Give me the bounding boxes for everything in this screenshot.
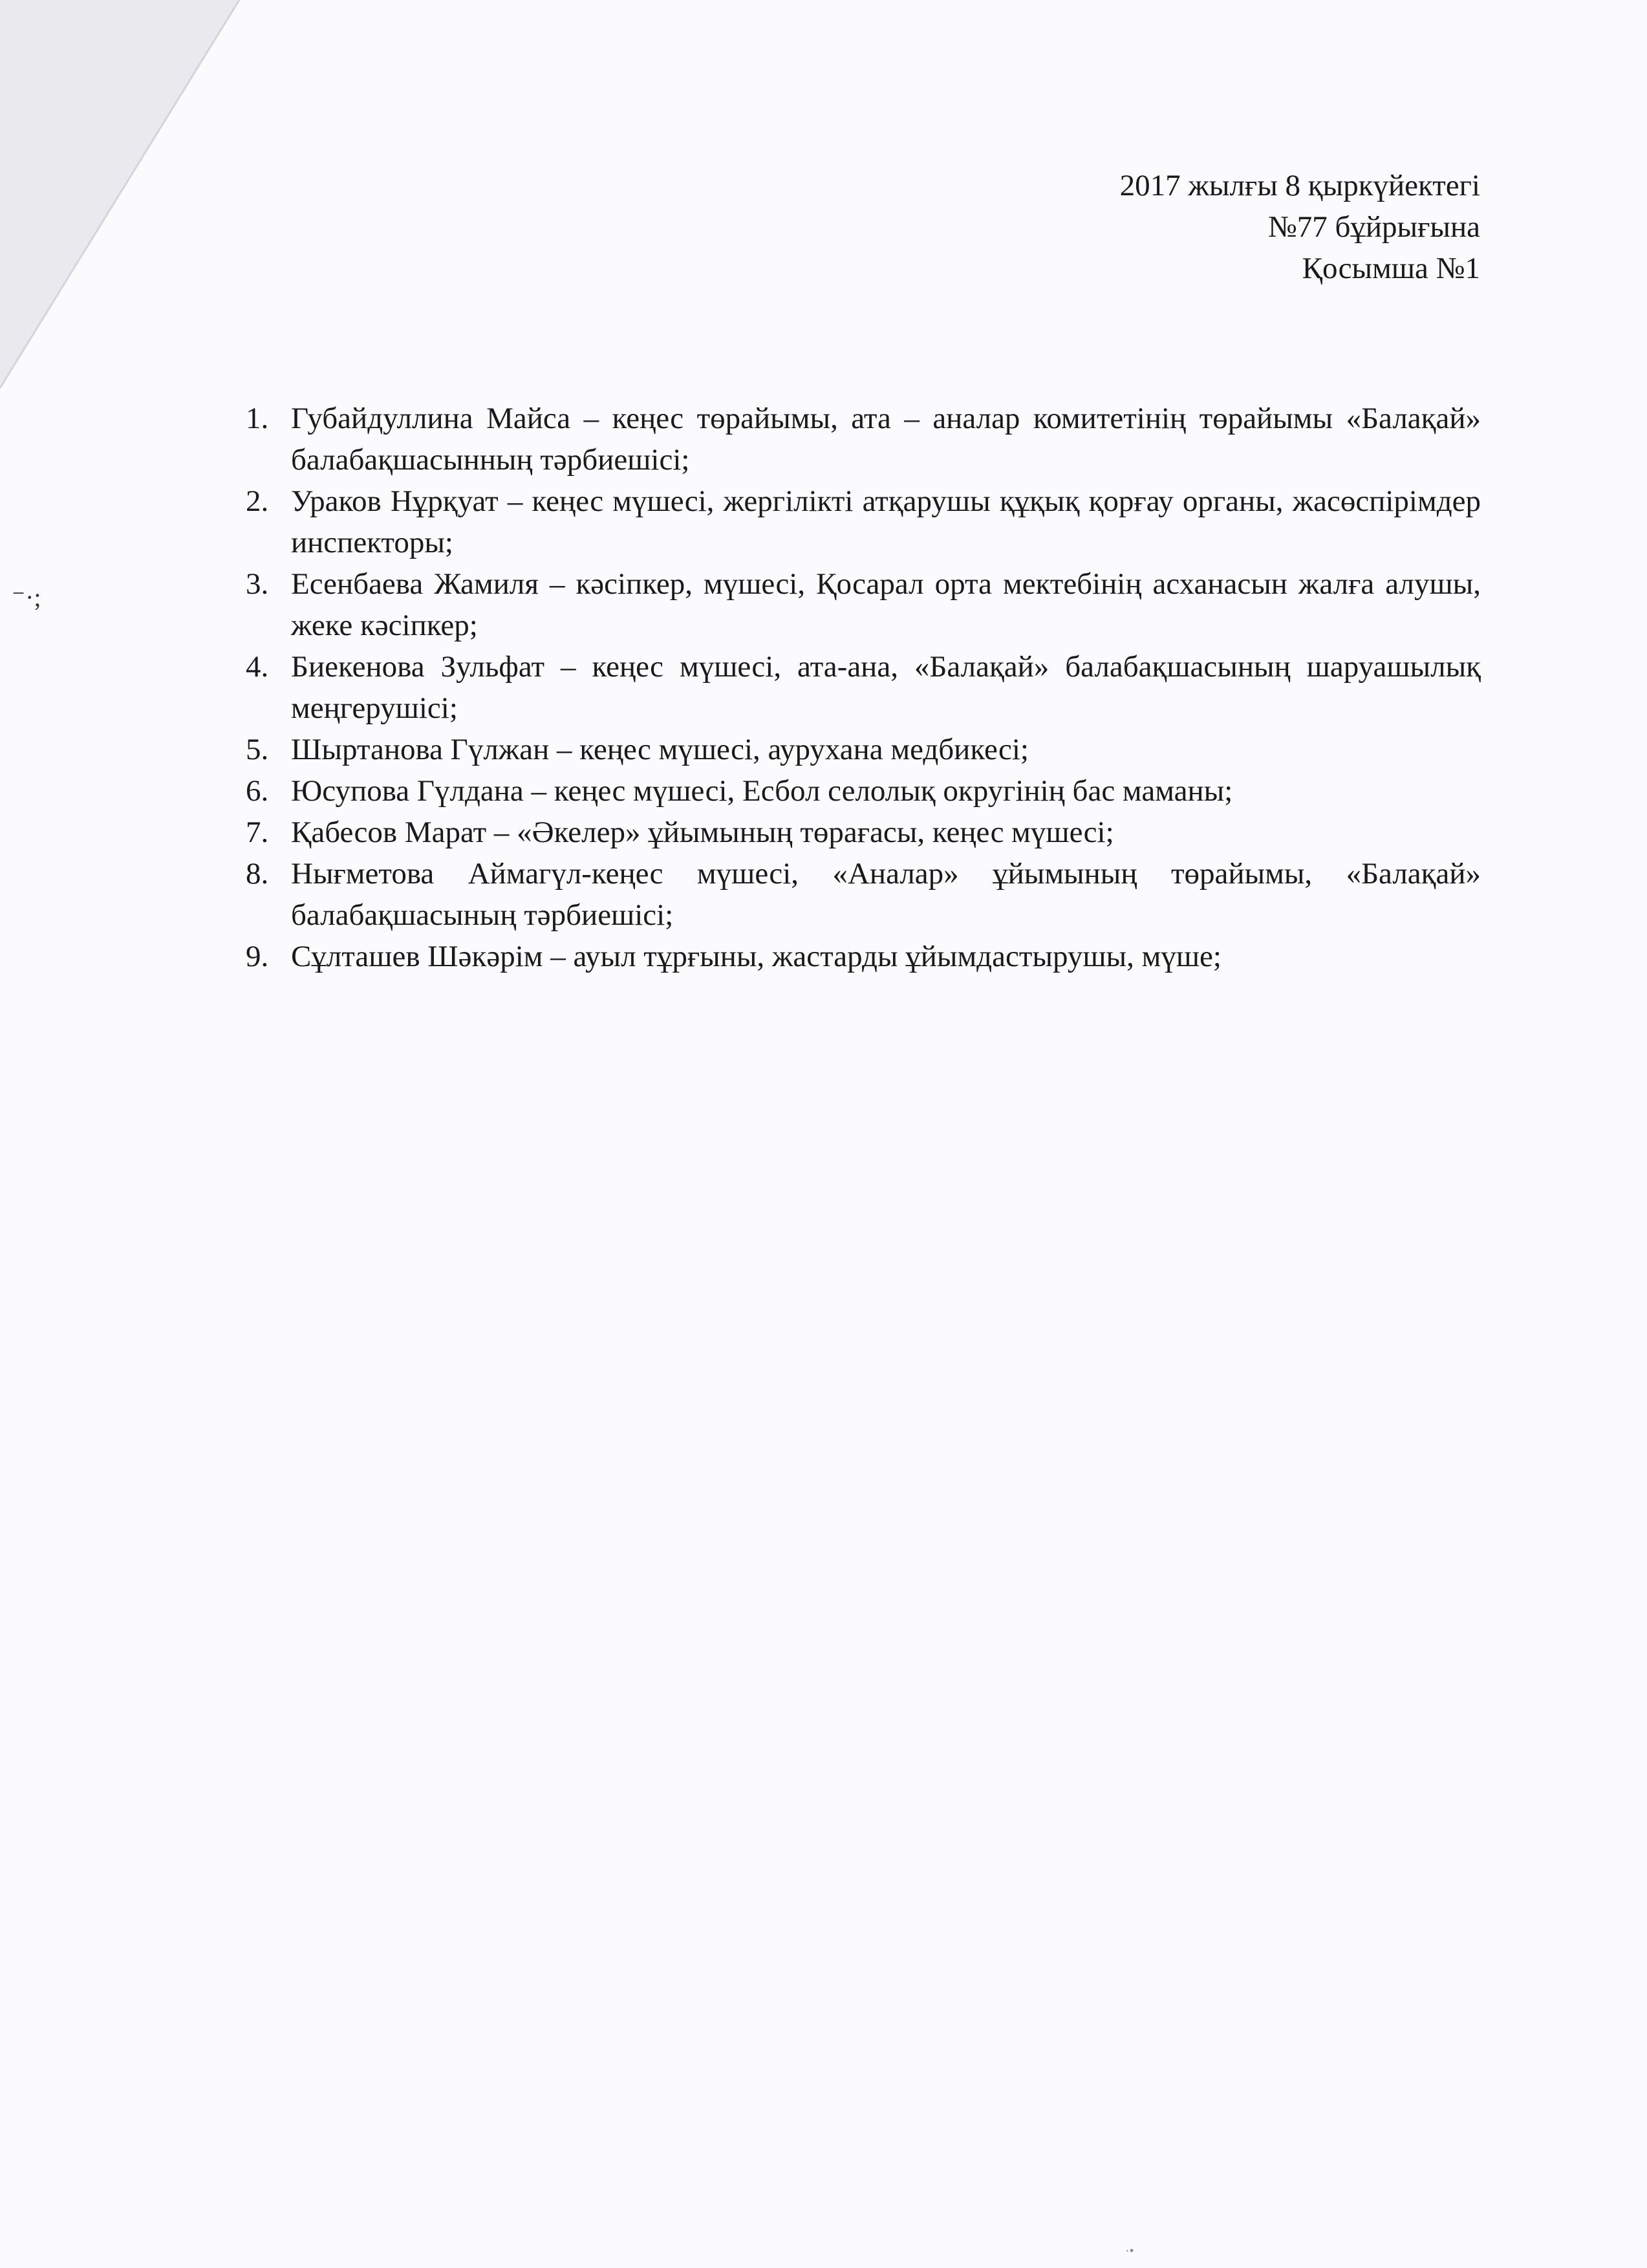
list-item-text: Биекенова Зульфат – кеңес мүшесі, ата-ана, «Балақай» балабақшасының шаруашылық меңгерушісі; — [291, 650, 1481, 725]
list-item-text: Есенбаева Жамиля – кәсіпкер, мүшесі, Қосарал орта мектебінің асханасын жалға алушы, жеке кәсіпкер; — [291, 567, 1481, 642]
list-item — [246, 729, 1481, 770]
list-item-text: Юсупова Гүлдана – кеңес мүшесі, Есбол селолық округінің бас маманы; — [291, 774, 1233, 808]
list-item — [246, 770, 1481, 812]
list-item-number: 6. — [246, 774, 269, 808]
list-item-number: 2. — [246, 484, 269, 518]
order-number-line: №77 бұйрығына — [1267, 210, 1480, 244]
appendix-header — [1120, 165, 1480, 289]
list-item — [246, 812, 1481, 853]
margin-scan-mark: ⁻·; — [12, 583, 41, 612]
list-item — [246, 646, 1481, 729]
list-item-text: Қабесов Марат – «Әкелер» ұйымының төрағасы, кеңес мүшесі; — [291, 815, 1114, 849]
appendix-label: Қосымша №1 — [1302, 252, 1480, 285]
list-item-number: 7. — [246, 815, 269, 849]
list-item-text: Шыртанова Гүлжан – кеңес мүшесі, аурухана медбикесі; — [291, 733, 1029, 766]
list-item-text: Ураков Нұрқуат – кеңес мүшесі, жергілікті атқарушы құқық қорғау органы, жасөспірімдер инспекторы; — [291, 484, 1481, 559]
list-item-text: Нығметова Аймагүл-кеңес мүшесі, «Аналар» ұйымының төрайымы, «Балақай» балабақшасының тәрбиешісі; — [291, 857, 1481, 932]
order-date-line: 2017 жылғы 8 қыркүйектегі — [1119, 169, 1480, 202]
list-item-number: 4. — [246, 650, 269, 684]
list-item — [246, 563, 1481, 646]
list-item-number: 3. — [246, 567, 269, 601]
list-item-number: 5. — [246, 733, 269, 766]
list-item-text: Губайдуллина Майса – кеңес төрайымы, ата – аналар комитетінің төрайымы «Балақай» балабақшасынның тәрбиешісі; — [291, 402, 1481, 477]
list-item-number: 8. — [246, 857, 269, 891]
list-item — [246, 853, 1481, 936]
bottom-scan-speck: ·• — [1125, 2244, 1134, 2258]
list-item — [246, 398, 1481, 481]
list-item — [246, 481, 1481, 563]
council-members-list — [246, 398, 1481, 977]
list-item-number: 1. — [246, 402, 269, 435]
list-item-number: 9. — [246, 940, 269, 973]
list-item — [246, 936, 1481, 977]
list-item-text: Сұлташев Шәкәрім – ауыл тұрғыны, жастарды ұйымдастырушы, мүше; — [291, 940, 1222, 973]
